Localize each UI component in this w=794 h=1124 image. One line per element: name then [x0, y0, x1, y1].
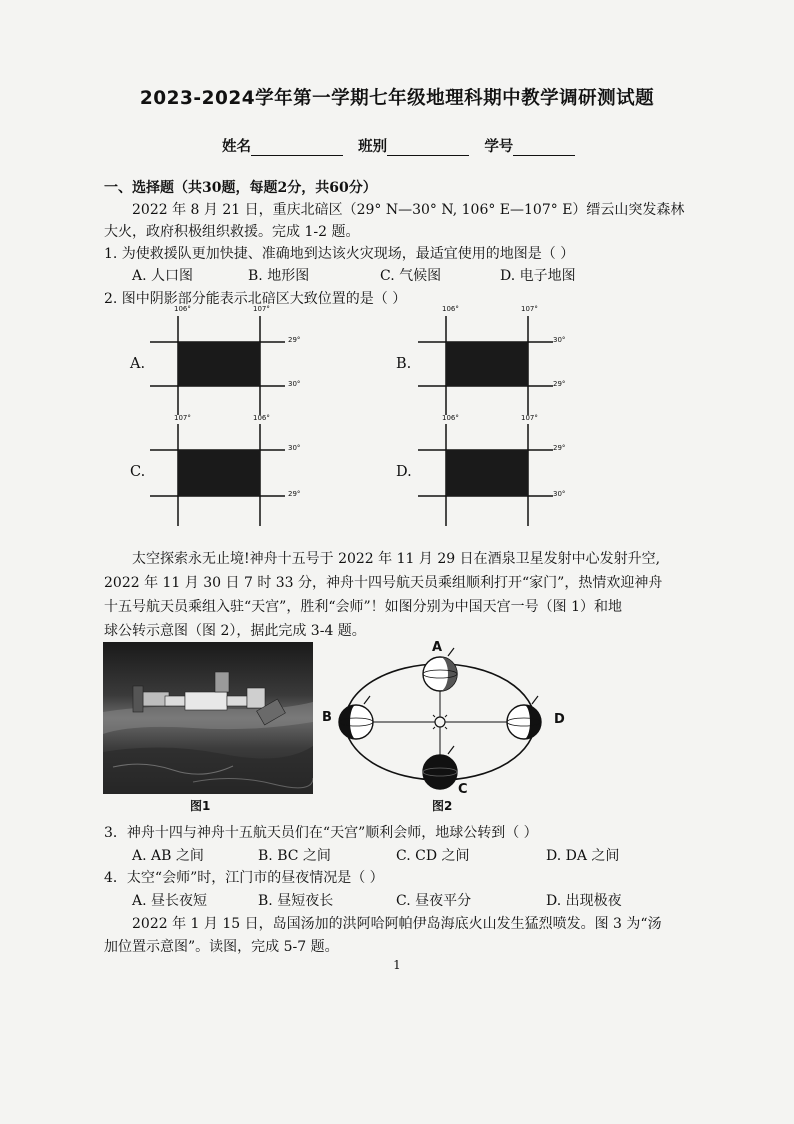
passage-2-line-3: 十五号航天员乘组入驻“天宫”，胜利“会师”！如图分别为中国天宫一号（图 1）和地	[104, 599, 622, 615]
diagram-b-letter: B.	[396, 356, 412, 372]
question-3-option-d: D. DA 之间	[546, 848, 620, 864]
diagram-c-right-bottom-label: 29°	[288, 490, 301, 498]
diagram-c-top-left-label: 107°	[174, 414, 191, 422]
diagram-b-top-right-label: 107°	[521, 305, 538, 313]
diagram-b-top-left-label: 106°	[442, 305, 459, 313]
orbit-label-d: D	[554, 712, 565, 727]
passage-2-line-2: 2022 年 11 月 30 日 7 时 33 分，神舟十四号航天员乘组顺利打开“家门”，热情欢迎神舟	[104, 575, 663, 591]
diagram-b-right-top-label: 30°	[553, 336, 566, 344]
page-title: 2023-2024学年第一学期七年级地理科期中教学调研测试题	[139, 88, 655, 109]
question-3-option-b: B. BC 之间	[258, 848, 331, 864]
figure-2-label: 图2	[432, 799, 453, 813]
id-label: 学号	[484, 138, 514, 155]
diagram-d-top-right-label: 107°	[521, 414, 538, 422]
diagram-a-right-top-label: 29°	[288, 336, 301, 344]
diagram-a-top-right-label: 107°	[253, 305, 270, 313]
passage-3-line-1: 2022 年 1 月 15 日，岛国汤加的洪阿哈阿帕伊岛海底火山发生猛烈喷发。图 3 为“汤	[132, 916, 662, 932]
earth-d-icon	[507, 696, 541, 739]
name-label: 姓名	[222, 138, 251, 155]
question-3-option-a: A. AB 之间	[132, 848, 204, 864]
orbit-label-b: B	[322, 710, 332, 725]
question-1-option-b: B. 地形图	[248, 268, 310, 284]
diagram-b-right-bottom-label: 29°	[553, 380, 566, 388]
diagram-d-letter: D.	[396, 464, 412, 480]
student-info	[222, 135, 575, 156]
page-number: 1	[393, 958, 401, 972]
passage-3-line-2: 加位置示意图”。读图，完成 5-7 题。	[104, 939, 339, 955]
diagram-d-right-bottom-label: 30°	[553, 490, 566, 498]
sun-icon	[430, 712, 450, 732]
question-4-option-d: D. 出现极夜	[546, 893, 622, 909]
intro-line-1: 2022 年 8 月 21 日，重庆北碚区（29° N—30° N, 106° E—107° E）缙云山突发森林	[132, 202, 685, 218]
diagram-d-grid	[418, 418, 568, 526]
question-3-option-c: C. CD 之间	[396, 848, 470, 864]
diagram-d-top-left-label: 106°	[442, 414, 459, 422]
diagram-b-grid	[418, 310, 568, 415]
question-4-stem: 4．太空“会师”时，江门市的昼夜情况是（ ）	[104, 870, 384, 886]
space-station-photo	[103, 642, 313, 794]
diagram-c-letter: C.	[130, 464, 146, 480]
question-4-option-c: C. 昼夜平分	[396, 893, 472, 909]
class-label: 班别	[358, 138, 388, 155]
question-1-option-c: C. 气候图	[380, 268, 442, 284]
diagram-c-grid	[150, 418, 300, 526]
name-blank	[251, 141, 343, 156]
passage-2-line-1: 太空探索永无止境!神舟十五号于 2022 年 11 月 29 日在酒泉卫星发射中心发射升空,	[132, 551, 661, 567]
passage-2-line-4: 球公转示意图（图 2），据此完成 3-4 题。	[104, 623, 366, 639]
earth-orbit-diagram	[318, 640, 560, 800]
orbit-label-a: A	[432, 640, 443, 655]
diagram-c-right-top-label: 30°	[288, 444, 301, 452]
diagram-a-top-left-label: 106°	[174, 305, 191, 313]
earth-b-icon	[339, 696, 373, 739]
question-2-stem: 2. 图中阴影部分能表示北碚区大致位置的是（ ）	[104, 291, 407, 307]
class-blank	[387, 141, 469, 156]
diagram-d-right-top-label: 29°	[553, 444, 566, 452]
diagram-c-top-right-label: 106°	[253, 414, 270, 422]
diagram-a-letter: A.	[130, 356, 146, 372]
question-1-option-a: A. 人口图	[132, 268, 194, 284]
id-blank	[513, 141, 575, 156]
section-heading: 一、选择题（共30题，每题2分，共60分）	[104, 180, 377, 196]
question-4-option-b: B. 昼短夜长	[258, 893, 334, 909]
orbit-label-c: C	[458, 782, 468, 797]
question-1-option-d: D. 电子地图	[500, 268, 576, 284]
intro-line-2: 大火，政府积极组织救援。完成 1-2 题。	[104, 224, 360, 240]
diagram-a-grid	[150, 310, 300, 415]
question-4-option-a: A. 昼长夜短	[132, 893, 208, 909]
question-1-stem: 1. 为使救援队更加快捷、准确地到达该火灾现场，最适宜使用的地图是（ ）	[104, 246, 575, 262]
diagram-a-right-bottom-label: 30°	[288, 380, 301, 388]
figure-1-label: 图1	[190, 799, 211, 813]
question-3-stem: 3．神舟十四与神舟十五航天员们在“天宫”顺利会师，地球公转到（ ）	[104, 825, 538, 841]
